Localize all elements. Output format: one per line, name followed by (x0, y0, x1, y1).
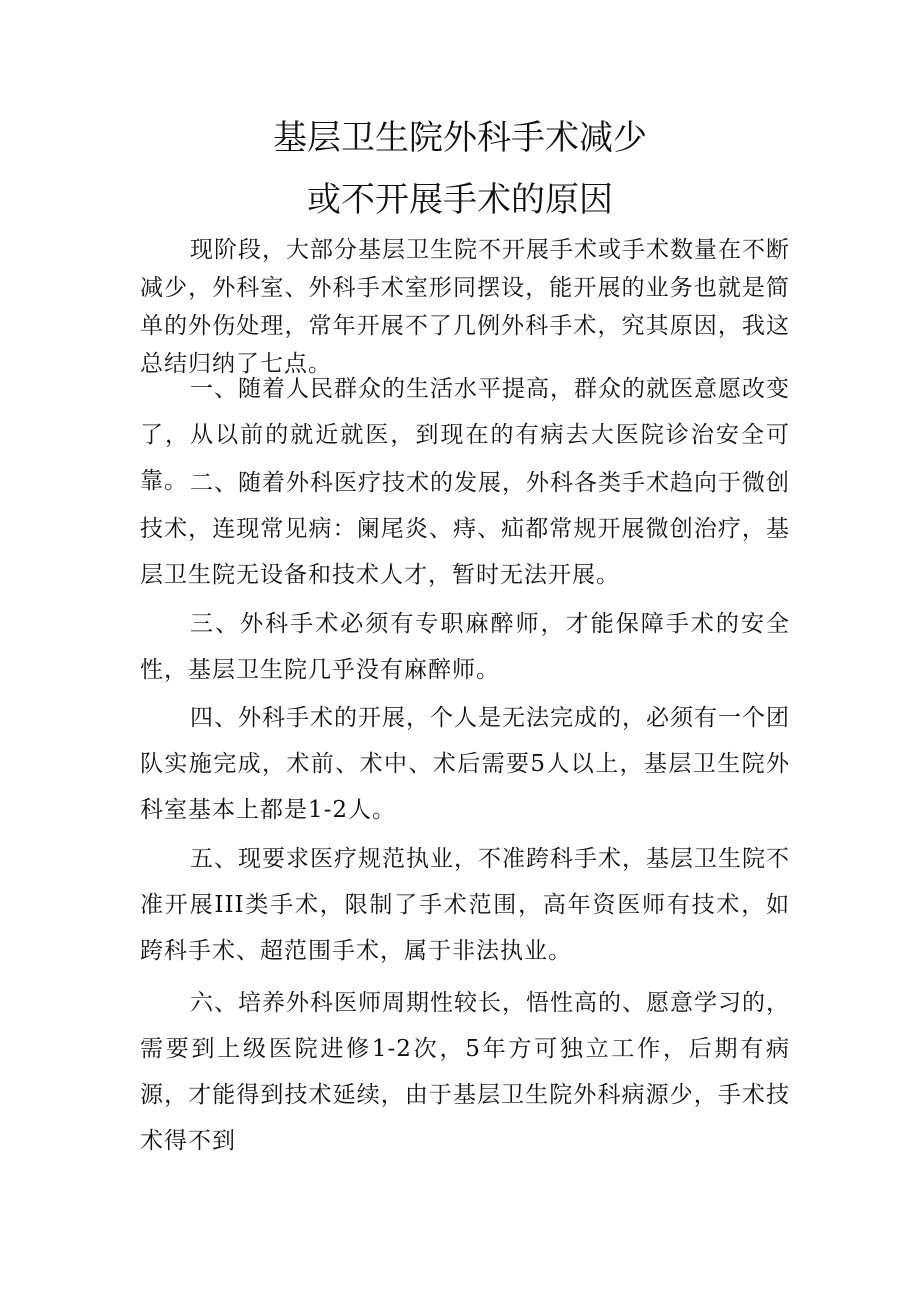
document-title-line-1: 基层卫生院外科手术减少 (273, 118, 647, 158)
paragraph-reason-2: 二、随着外科医疗技术的发展，外科各类手术趋向于微创技术，连现常见病：阑尾炎、痔、疝都常规开展微创治疗，基层卫生院无设备和技术人才，暂时无法开展。 (140, 470, 790, 588)
paragraph-reason-5: 五、现要求医疗规范执业，不准跨科手术，基层卫生院不准开展III类手术，限制了手术范围，高年资医师有技术，如跨科手术、超范围手术，属于非法执业。 (140, 846, 790, 964)
paragraph-reason-4: 四、外科手术的开展，个人是无法完成的，必须有一个团队实施完成，术前、术中、术后需要5人以上，基层卫生院外科室基本上都是1-2人。 (140, 705, 790, 823)
paragraph-reason-6: 六、培养外科医师周期性较长，悟性高的、愿意学习的，需要到上级医院进修1-2次，5年方可独立工作，后期有病源，才能得到技术延续，由于基层卫生院外科病源少，手术技术得不到 (140, 990, 790, 1154)
paragraph-reason-1: 一、随着人民群众的生活水平提高，群众的就医意愿改变了，从以前的就近就医，到现在的有病去大医院诊治安全可靠。 (140, 376, 790, 494)
paragraph-reason-3: 三、外科手术必须有专职麻醉师，才能保障手术的安全性，基层卫生院几乎没有麻醉师。 (140, 611, 790, 683)
document-title-line-2: 或不开展手术的原因 (307, 180, 613, 220)
paragraph-intro: 现阶段，大部分基层卫生院不开展手术或手术数量在不断减少，外科室、外科手术室形同摆设，能开展的业务也就是简单的外伤处理，常年开展不了几例外科手术，究其原因，我这总结归纳了七点。 (140, 237, 790, 377)
